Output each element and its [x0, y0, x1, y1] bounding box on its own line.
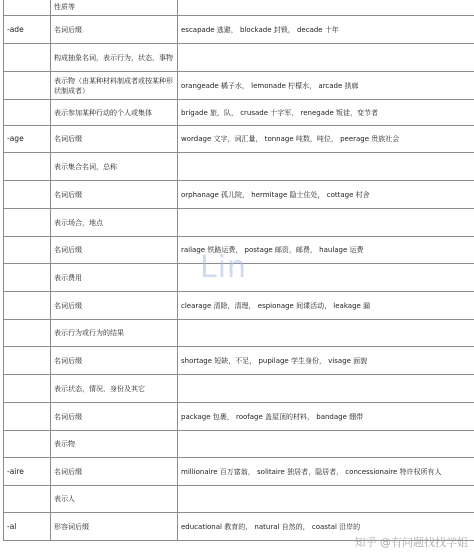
description-cell: 形容词后缀: [51, 513, 178, 541]
table-row: [4, 153, 474, 181]
description-cell: 构成抽象名词，表示行为，状态，事物: [51, 44, 178, 72]
suffix-cell: [4, 264, 51, 292]
table-row: [4, 347, 474, 375]
zhihu-watermark: 知乎 @有问题找找学姐: [354, 536, 468, 549]
table-row: [4, 431, 474, 458]
description-cell: 表示场合，地点: [51, 209, 178, 237]
suffix-cell: [4, 209, 51, 237]
examples-cell: wordage 文字，词汇量， tonnage 吨数，吨位， peerage 贵族社会: [178, 126, 474, 153]
suffix-cell: [4, 153, 51, 181]
suffix-cell: [4, 44, 51, 72]
suffix-cell: -al: [4, 513, 51, 541]
suffix-cell: [4, 403, 51, 431]
examples-cell: [178, 153, 474, 181]
table-row: [4, 292, 474, 320]
suffix-cell: [4, 431, 51, 458]
examples-cell: shortage 短缺，不足， pupilage 学生身份， visage 面貌: [178, 347, 474, 375]
description-cell: 名词后缀: [51, 126, 178, 153]
examples-cell: railage 铁路运费， postage 邮资，邮费， haulage 运费: [178, 237, 474, 264]
suffix-cell: [4, 320, 51, 347]
table-row: [4, 264, 474, 292]
examples-cell: escapade 逃避， blockade 封锁， decade 十年: [178, 16, 474, 44]
table-row: [4, 403, 474, 431]
examples-cell: [178, 209, 474, 237]
examples-cell: [178, 320, 474, 347]
table-row: [4, 375, 474, 403]
table-row: [4, 72, 474, 100]
examples-cell: [178, 486, 474, 513]
table-row: [4, 181, 474, 209]
table-row: [4, 486, 474, 513]
description-cell: 名词后缀: [51, 237, 178, 264]
suffix-table-body: [4, 0, 474, 541]
description-cell: 名词后缀: [51, 292, 178, 320]
examples-cell: educational 教育的， natural 自然的， coastal 沿岸的: [178, 513, 474, 541]
description-cell: 表示物（由某种材料制成者或按某种形状制成者）: [51, 72, 178, 100]
description-cell: 表示集合名词，总称: [51, 153, 178, 181]
description-cell: 名词后缀: [51, 347, 178, 375]
description-cell: 表示行为或行为的结果: [51, 320, 178, 347]
suffix-cell: [4, 347, 51, 375]
suffix-cell: [4, 72, 51, 100]
examples-cell: orphanage 孤儿院， hermitage 隐士住处， cottage 村舍: [178, 181, 474, 209]
examples-cell: orangeade 橘子水， lemonade 柠檬水， arcade 拱廊: [178, 72, 474, 100]
suffix-cell: [4, 100, 51, 126]
description-cell: 名词后缀: [51, 16, 178, 44]
suffix-cell: [4, 375, 51, 403]
examples-cell: brigade 旅，队， crusade 十字军， renegade 叛徒，变节者: [178, 100, 474, 126]
description-cell: 性质等: [51, 0, 178, 16]
suffix-cell: -ade: [4, 16, 51, 44]
table-row: [4, 513, 474, 541]
suffix-cell: [4, 292, 51, 320]
suffix-cell: [4, 0, 51, 16]
table-row: [4, 16, 474, 44]
table-row: [4, 458, 474, 486]
suffix-cell: -aire: [4, 458, 51, 486]
description-cell: 表示费用: [51, 264, 178, 292]
table-row: [4, 0, 474, 16]
table-row: [4, 237, 474, 264]
suffix-cell: -age: [4, 126, 51, 153]
examples-cell: [178, 375, 474, 403]
description-cell: 名词后缀: [51, 403, 178, 431]
examples-cell: package 包裹， roofage 盖屋顶的材料， bandage 绷带: [178, 403, 474, 431]
table-row: [4, 320, 474, 347]
description-cell: 名词后缀: [51, 181, 178, 209]
examples-cell: [178, 264, 474, 292]
description-cell: 表示状态，情况，身份及其它: [51, 375, 178, 403]
examples-cell: [178, 44, 474, 72]
table-row: [4, 100, 474, 126]
suffix-cell: [4, 181, 51, 209]
table-row: [4, 44, 474, 72]
description-cell: 表示物: [51, 431, 178, 458]
lin-watermark: Lin: [200, 250, 248, 285]
table-row: [4, 126, 474, 153]
examples-cell: [178, 431, 474, 458]
description-cell: 表示人: [51, 486, 178, 513]
description-cell: 名词后缀: [51, 458, 178, 486]
suffix-cell: [4, 486, 51, 513]
suffix-cell: [4, 237, 51, 264]
examples-cell: clearage 清除，清理， espionage 间谍活动， leakage 漏: [178, 292, 474, 320]
table-row: [4, 209, 474, 237]
description-cell: 表示参加某种行动的个人或集体: [51, 100, 178, 126]
suffix-table: [3, 0, 474, 541]
examples-cell: [178, 0, 474, 16]
examples-cell: millionaire 百万富翁， solitaire 独居者，隐居者， concessionaire 特许权所有人: [178, 458, 474, 486]
